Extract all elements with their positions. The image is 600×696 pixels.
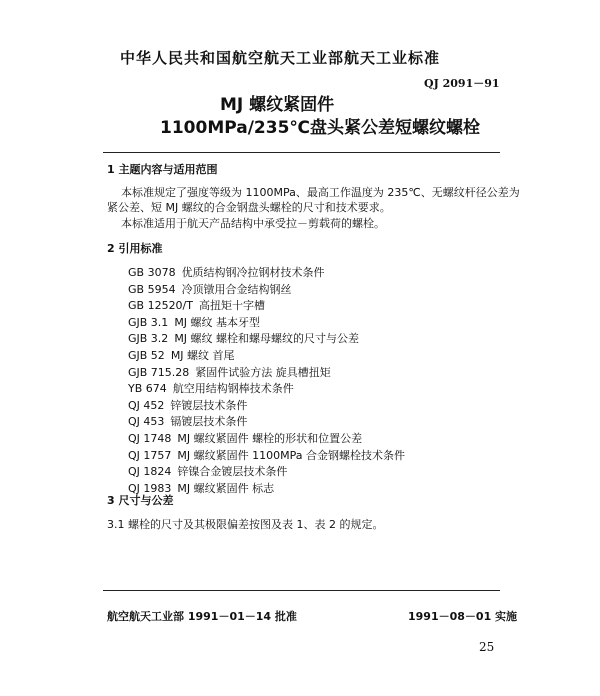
reference-item	[128, 281, 292, 297]
reference-code: QJ 452	[128, 398, 165, 412]
reference-code: GJB 715.28	[128, 365, 190, 379]
reference-item	[128, 330, 359, 346]
approval-date: 航空航天工业部 1991－01－14 批准	[107, 610, 297, 623]
reference-title: MJ 螺纹紧固件 标志	[177, 481, 275, 495]
reference-title: 锌镍合金镀层技术条件	[177, 465, 288, 479]
reference-title: 航空用结构钢棒技术条件	[172, 382, 294, 396]
reference-code: QJ 1983	[128, 481, 172, 495]
reference-title: MJ 螺纹 螺栓和螺母螺纹的尺寸与公差	[174, 332, 360, 346]
reference-item	[128, 347, 235, 363]
implementation-date: 1991－08－01 实施	[408, 610, 518, 623]
bottom-divider	[103, 590, 500, 591]
reference-code: GJB 52	[128, 349, 165, 362]
section-1-para-2: 本标准适用于航天产品结构中承受拉－剪载荷的螺栓。	[121, 217, 385, 230]
reference-title: 高扭矩十字槽	[199, 299, 265, 313]
reference-item	[128, 297, 265, 313]
reference-title: MJ 螺纹紧固件 螺栓的形状和位置公差	[177, 432, 363, 445]
reference-title: 优质结构钢冷拉钢材技术条件	[181, 266, 325, 279]
reference-item	[128, 364, 331, 380]
reference-code: QJ 453	[128, 415, 165, 429]
page-number: 25	[479, 640, 495, 654]
reference-title: 锌镀层技术条件	[170, 398, 248, 412]
issuing-organization: 中华人民共和国航空航天工业部航天工业标准	[120, 49, 441, 67]
title-line-2: 1100MPa/235℃盘头紧公差短螺纹螺栓	[160, 118, 480, 138]
reference-item	[128, 463, 287, 479]
top-divider	[103, 152, 500, 153]
section-1-para-1-line-1: 本标准规定了强度等级为 1100MPa、最高工作温度为 235℃、无螺纹杆径公差为	[121, 186, 520, 199]
reference-code: GJB 3.1	[128, 315, 169, 329]
reference-code: GB 3078	[128, 266, 176, 279]
section-2-heading: 2 引用标准	[107, 242, 163, 255]
reference-code: GJB 3.2	[128, 332, 169, 346]
reference-item	[128, 380, 294, 396]
title-line-1: MJ 螺纹紧固件	[220, 95, 335, 115]
reference-title: MJ 螺纹 首尾	[170, 349, 235, 362]
section-1-para-1-line-2: 紧公差、短 MJ 螺纹的合金钢盘头螺栓的尺寸和技术要求。	[107, 201, 391, 214]
reference-code: QJ 1757	[128, 448, 172, 462]
reference-code: YB 674	[128, 382, 167, 396]
reference-item	[128, 447, 405, 463]
reference-code: GB 5954	[128, 282, 176, 296]
section-3-heading: 3 尺寸与公差	[107, 494, 174, 507]
section-1-heading: 1 主题内容与适用范围	[107, 163, 218, 176]
standard-number: QJ 2091－91	[424, 77, 500, 90]
reference-title: 镉镀层技术条件	[170, 415, 248, 429]
reference-title: 冷顶镦用合金结构钢丝	[181, 282, 292, 296]
reference-code: QJ 1748	[128, 432, 172, 445]
reference-title: 紧固件试验方法 旋具槽扭矩	[195, 365, 331, 379]
reference-item	[128, 430, 362, 446]
reference-title: MJ 螺纹 基本牙型	[174, 315, 261, 329]
reference-item	[128, 397, 247, 413]
reference-item	[128, 314, 260, 330]
section-3-1-text: 3.1 螺栓的尺寸及其极限偏差按图及表 1、表 2 的规定。	[107, 518, 384, 531]
reference-item	[128, 264, 325, 280]
reference-code: QJ 1824	[128, 465, 172, 479]
reference-item	[128, 413, 247, 429]
reference-title: MJ 螺纹紧固件 1100MPa 合金钢螺栓技术条件	[177, 448, 405, 462]
reference-code: GB 12520/T	[128, 299, 193, 313]
